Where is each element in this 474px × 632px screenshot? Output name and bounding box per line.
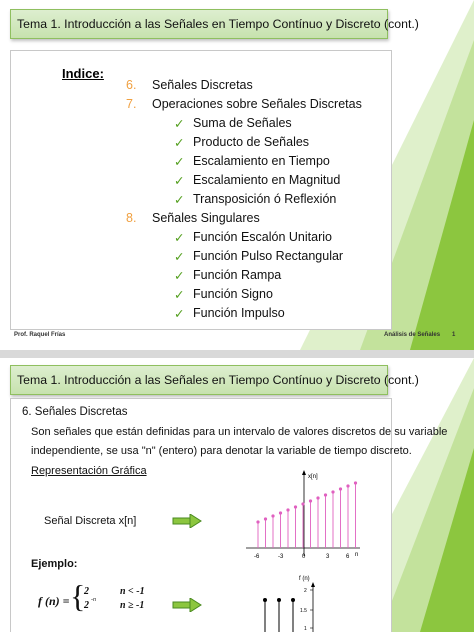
index-label: Señales Singulares bbox=[152, 211, 260, 225]
paragraph-line-1: Son señales que están definidas para un intervalo de valores discretos de su variable bbox=[31, 426, 448, 438]
case-2-condition: n ≥ -1 bbox=[120, 600, 145, 611]
signal-stem-marker bbox=[271, 514, 274, 517]
case-2-exponent: -n bbox=[91, 597, 96, 603]
graph-1-tick: 3 bbox=[326, 554, 330, 560]
piecewise-brace: { bbox=[70, 578, 86, 614]
signal-stem-marker bbox=[286, 508, 289, 511]
signal-stems bbox=[256, 481, 357, 548]
subitem-escalamiento-tiempo: Escalamiento en Tiempo bbox=[193, 154, 330, 168]
signal-stem-marker bbox=[256, 520, 259, 523]
subitem-rampa: Función Rampa bbox=[193, 268, 282, 282]
arrow-right-icon bbox=[172, 514, 202, 528]
function-name: f (n) = bbox=[38, 594, 70, 608]
signal-stem-marker bbox=[354, 481, 357, 484]
example-function-graph bbox=[255, 570, 325, 632]
subitem-pulso: Función Pulso Rectangular bbox=[193, 249, 344, 263]
graph-2-tick: 1.5 bbox=[300, 608, 307, 614]
graph-1-tick: -6 bbox=[254, 554, 260, 560]
check-icon: ✓ bbox=[174, 231, 185, 245]
signal-stem-marker bbox=[324, 493, 327, 496]
indice-heading: Indice: bbox=[62, 66, 104, 81]
index-label: Operaciones sobre Señales Discretas bbox=[152, 97, 362, 111]
footer-author: Prof. Raquel Frías bbox=[14, 332, 66, 338]
signal-stem-marker bbox=[279, 511, 282, 514]
check-icon: ✓ bbox=[174, 193, 185, 207]
subitem-impulso: Función Impulso bbox=[193, 306, 285, 320]
graph-1-tick: 0 bbox=[302, 554, 306, 560]
footer-page-number: 1 bbox=[452, 332, 456, 338]
slide-1-title: Tema 1. Introducción a las Señales en Tiempo Contínuo y Discreto (cont.) bbox=[10, 9, 388, 39]
subitem-escalamiento-magnitud: Escalamiento en Magnitud bbox=[193, 173, 341, 187]
check-icon: ✓ bbox=[174, 136, 185, 150]
signal-stem-marker bbox=[316, 496, 319, 499]
arrow-right-icon bbox=[172, 598, 202, 612]
slide-2 bbox=[0, 358, 474, 632]
graph-2-tick: 2 bbox=[304, 588, 307, 594]
case-1-condition: n < -1 bbox=[120, 586, 145, 597]
signal-stem-marker bbox=[346, 484, 349, 487]
slide-separator bbox=[0, 350, 474, 358]
index-item-8 bbox=[126, 211, 260, 225]
graph-1-ylabel: x[n] bbox=[308, 474, 318, 480]
index-item-7 bbox=[126, 97, 362, 111]
case-1-value: 2 bbox=[84, 586, 89, 597]
check-icon: ✓ bbox=[174, 250, 185, 264]
index-number: 7. bbox=[126, 97, 137, 111]
index-number: 6. bbox=[126, 78, 137, 92]
index-item-6 bbox=[126, 78, 253, 92]
example-label: Ejemplo: bbox=[31, 558, 78, 570]
signal-stem-marker bbox=[309, 499, 312, 502]
signal-stem-marker bbox=[294, 505, 297, 508]
check-icon: ✓ bbox=[174, 155, 185, 169]
subitem-signo: Función Signo bbox=[193, 287, 273, 301]
graph-1-xlabel: n bbox=[355, 552, 359, 558]
signal-stem-marker bbox=[331, 490, 334, 493]
check-icon: ✓ bbox=[174, 174, 185, 188]
footer-course: Análisis de Señales bbox=[384, 332, 441, 338]
subitem-producto: Producto de Señales bbox=[193, 135, 310, 149]
signal-stem-marker bbox=[264, 517, 267, 520]
paragraph-line-2: independiente, se usa "n" (entero) para denotar la variable de tiempo discreto. bbox=[31, 445, 412, 457]
discrete-signal-graph bbox=[242, 468, 366, 568]
check-icon: ✓ bbox=[174, 288, 185, 302]
subitem-transposicion: Transposición ó Reflexión bbox=[193, 192, 337, 206]
signal-label: Señal Discreta x[n] bbox=[44, 515, 137, 527]
case-2-value: 2 bbox=[84, 600, 89, 611]
graph-1-tick: 6 bbox=[346, 554, 350, 560]
slide-2-title: Tema 1. Introducción a las Señales en Tiempo Contínuo y Discreto (cont.) bbox=[10, 365, 388, 395]
subitem-escalon: Función Escalón Unitario bbox=[193, 230, 332, 244]
representation-label: Representación Gráfica bbox=[31, 465, 147, 477]
section-heading: 6. Señales Discretas bbox=[22, 406, 128, 418]
subitem-suma: Suma de Señales bbox=[193, 116, 292, 130]
graph-2-ylabel: f (n) bbox=[299, 576, 310, 582]
check-icon: ✓ bbox=[174, 117, 185, 131]
index-label: Señales Discretas bbox=[152, 78, 253, 92]
index-number: 8. bbox=[126, 211, 137, 225]
signal-stem-marker bbox=[301, 502, 304, 505]
graph-1-tick: -3 bbox=[278, 554, 284, 560]
graph-2-tick: 1 bbox=[304, 626, 307, 632]
check-icon: ✓ bbox=[174, 307, 185, 321]
signal-stem-marker bbox=[339, 487, 342, 490]
check-icon: ✓ bbox=[174, 269, 185, 283]
